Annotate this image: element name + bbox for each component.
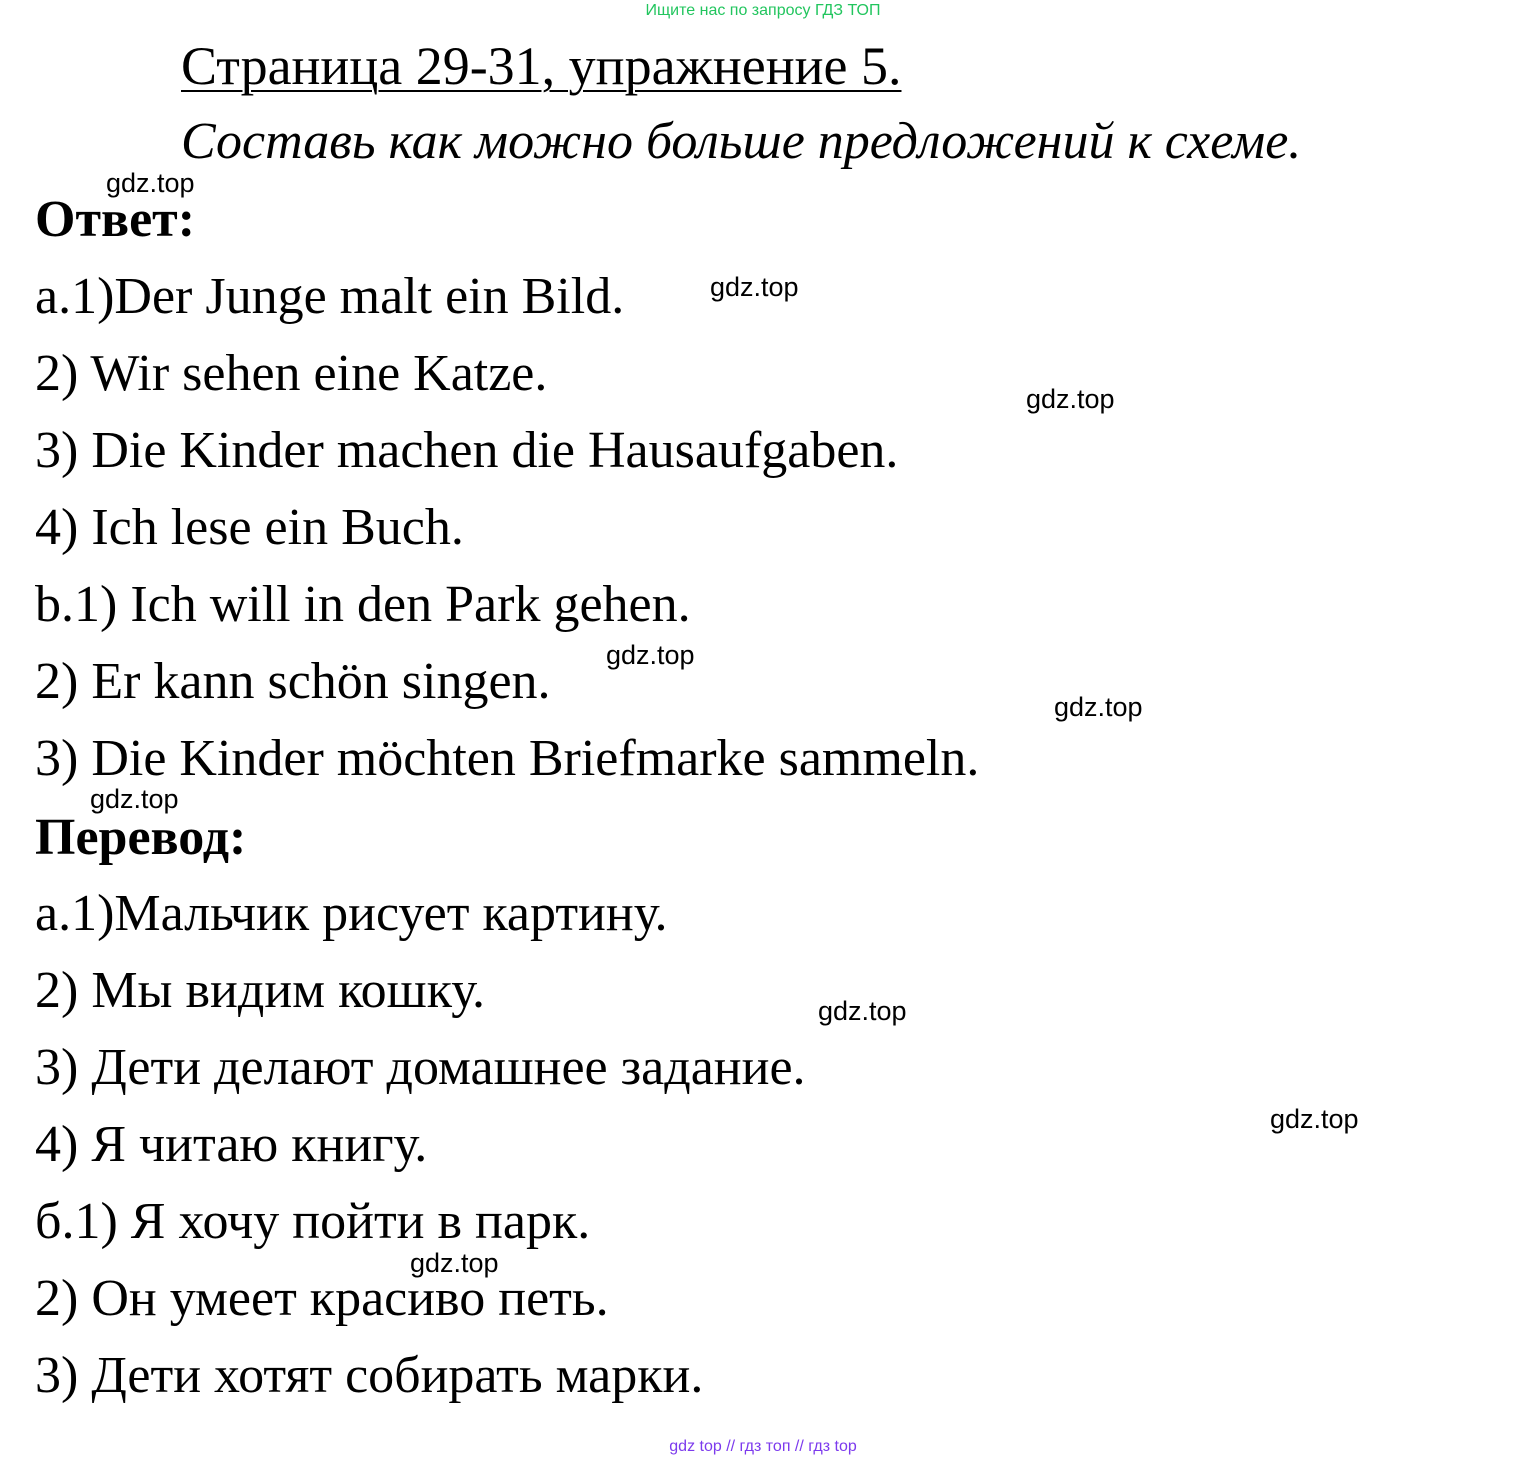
answer-line: 2) Wir sehen eine Katze.	[35, 345, 548, 402]
answer-line: 4) Ich lese ein Buch.	[35, 499, 464, 556]
translation-line: a.1)Мальчик рисует картину.	[35, 885, 668, 942]
page-title: Страница 29-31, упражнение 5.	[181, 36, 902, 96]
task-text: Составь как можно больше предложений к схеме.	[181, 113, 1302, 170]
watermark: gdz.top	[1054, 692, 1143, 722]
translation-line: 4) Я читаю книгу.	[35, 1116, 428, 1173]
footer-note: gdz top // гдз топ // гдз top	[669, 1438, 857, 1455]
watermark: gdz.top	[90, 784, 179, 814]
translation-line: 3) Дети хотят собирать марки.	[35, 1347, 704, 1404]
answer-line: 2) Er kann schön singen.	[35, 653, 551, 710]
watermark: gdz.top	[606, 640, 695, 670]
answer-line: 3) Die Kinder machen die Hausaufgaben.	[35, 422, 899, 479]
watermark: gdz.top	[1270, 1104, 1359, 1134]
answer-line: a.1)Der Junge malt ein Bild.	[35, 268, 625, 325]
translation-line: 2) Мы видим кошку.	[35, 962, 486, 1019]
answer-line: 3) Die Kinder möchten Briefmarke sammeln.	[35, 730, 980, 787]
translation-line: 2) Он умеет красиво петь.	[35, 1270, 609, 1327]
answer-line: b.1) Ich will in den Park gehen.	[35, 576, 691, 633]
translation-line: б.1) Я хочу пойти в парк.	[35, 1193, 591, 1250]
watermark: gdz.top	[1026, 384, 1115, 414]
watermark: gdz.top	[710, 272, 799, 302]
watermark: gdz.top	[106, 168, 195, 198]
translation-heading: Перевод:	[35, 809, 247, 866]
translation-line: 3) Дети делают домашнее задание.	[35, 1039, 806, 1096]
watermark: gdz.top	[410, 1248, 499, 1278]
watermark: gdz.top	[818, 996, 907, 1026]
top-search-note: Ищите нас по запросу ГДЗ ТОП	[645, 2, 881, 19]
answer-heading: Ответ:	[35, 191, 196, 248]
